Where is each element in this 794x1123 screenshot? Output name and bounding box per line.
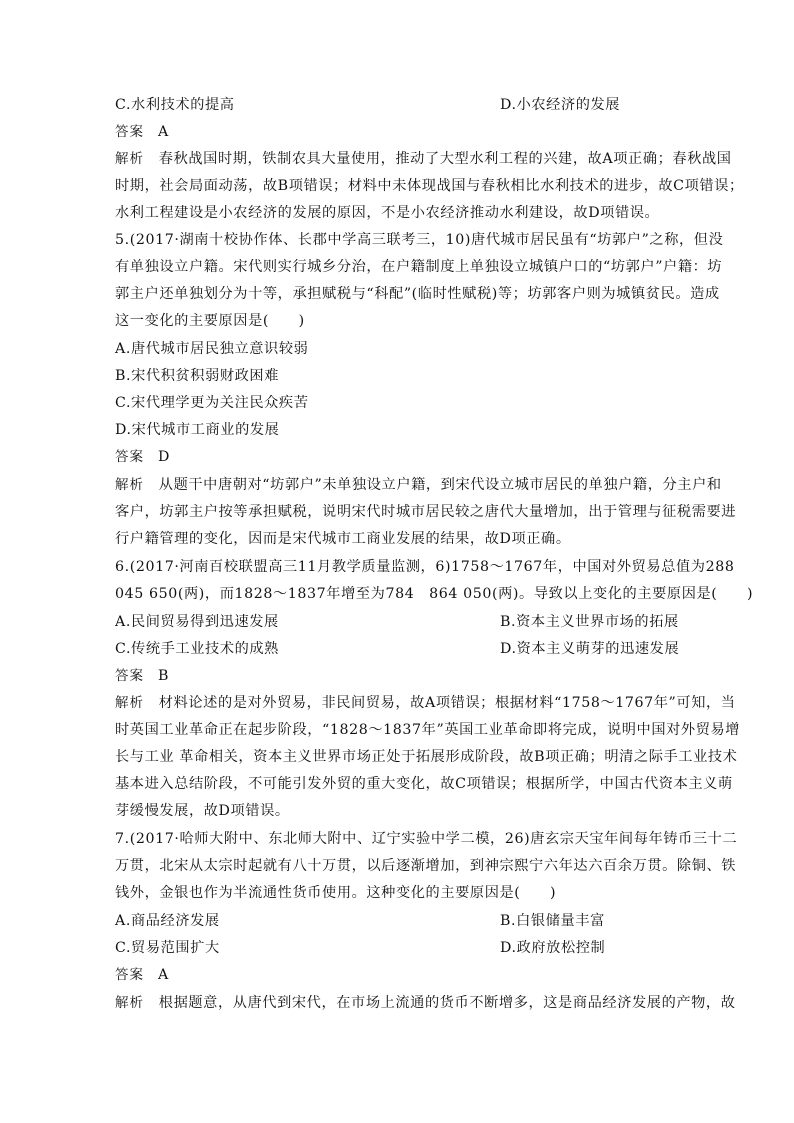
option-d: D.资本主义萌芽的迅速发展 <box>500 641 680 657</box>
analysis-line <box>115 475 722 495</box>
answer-line <box>115 447 705 467</box>
option-row <box>115 938 705 958</box>
analysis-text: 时期，社会局面动荡，故B项错误；材料中未体现战国与春秋相比水利技术的进步，故C项错误； <box>115 178 744 194</box>
option-a: A.民间贸易得到迅速发展 <box>115 614 279 630</box>
analysis-text: 基本进入总结阶段，不可能引发外贸的重大变化，故C项错误；根据所学，中国古代资本主义萌 <box>115 776 733 792</box>
answer-label: 答案 <box>115 668 144 684</box>
analysis-text: 长与工业 革命相关，资本主义世界市场正处于拓展形成阶段，故B项正确；明清之际手工业技术 <box>115 749 738 765</box>
option-row <box>115 911 705 931</box>
analysis-text: 春秋战国时期，铁制农具大量使用，推动了大型水利工程的兴建，故A项正确；春秋战国 <box>158 151 732 167</box>
question-text: 万贯，北宋从太宗时起就有八十万贯，以后逐渐增加，到神宗熙宁六年达六百余万贯。除铜、铁 <box>115 858 737 874</box>
analysis-text: 芽缓慢发展，故D项错误。 <box>115 803 290 819</box>
option-d: D.宋代城市工商业的发展 <box>115 422 280 438</box>
analysis-text: 客户，坊郭主户按等承担赋税，说明宋代时城市居民较之唐代大量增加，出于管理与征税需要进 <box>115 504 737 520</box>
analysis-label: 解析 <box>115 477 144 493</box>
question-5-stem: 5.(2017·湖南十校协作体、长郡中学高三联考三，10)唐代城市居民虽有“坊郭户”之称，但没 <box>115 232 724 248</box>
option-a: A.唐代城市居民独立意识较弱 <box>115 341 309 357</box>
option-c: C.传统手工业技术的成熟 <box>115 641 279 657</box>
answer-value: A <box>158 124 169 140</box>
analysis-line <box>115 693 736 713</box>
answer-value: B <box>158 668 170 684</box>
analysis-text: 行户籍管理的变化，因而是宋代城市工商业发展的结果，故D项正确。 <box>115 531 571 547</box>
answer-value: D <box>158 449 170 465</box>
question-6-stem: 6.(2017·河南百校联盟高三11月教学质量监测，6)1758～1767年，中国对外贸易总值为288 <box>115 559 735 575</box>
option-a: A.商品经济发展 <box>115 913 220 929</box>
analysis-line <box>115 149 732 169</box>
option-d: D.小农经济的发展 <box>500 97 621 113</box>
option-row <box>115 639 705 659</box>
answer-label: 答案 <box>115 967 144 983</box>
question-7-stem: 7.(2017·哈师大附中、东北师大附中、辽宁实验中学二模，26)唐玄宗天宝年间每年铸币三十二 <box>115 831 738 847</box>
option-row <box>115 612 705 632</box>
question-text: 郭主户还单独划分为十等，承担赋税与“科配”(临时性赋税)等；坊郭客户则为城镇贫民。造成 <box>115 286 720 302</box>
analysis-text: 水利工程建设是小农经济的发展的原因，不是小农经济推动水利建设，故D项错误。 <box>115 205 660 221</box>
option-c: C.贸易范围扩大 <box>115 940 220 956</box>
question-text: 这一变化的主要原因是( ) <box>115 313 305 329</box>
option-row <box>115 95 705 115</box>
answer-label: 答案 <box>115 124 144 140</box>
analysis-text: 材料论述的是对外贸易，非民间贸易，故A项错误；根据材料“1758～1767年”可知，当 <box>158 695 736 711</box>
answer-label: 答案 <box>115 449 144 465</box>
option-c: C.宋代理学更为关注民众疾苦 <box>115 395 309 411</box>
answer-line <box>115 965 705 985</box>
analysis-line <box>115 993 736 1013</box>
option-b: B.白银储量丰富 <box>500 913 605 929</box>
analysis-label: 解析 <box>115 151 144 167</box>
analysis-label: 解析 <box>115 995 144 1011</box>
answer-line <box>115 122 705 142</box>
option-b: B.宋代积贫积弱财政困难 <box>115 368 280 384</box>
question-text: 045 650(两)，而1828～1837年增至为784 864 050(两)。导致以上变化的主要原因是( ) <box>115 586 754 602</box>
option-c: C.水利技术的提高 <box>115 97 235 113</box>
analysis-label: 解析 <box>115 695 144 711</box>
analysis-text: 根据题意，从唐代到宋代，在市场上流通的货币不断增多，这是商品经济发展的产物，故 <box>158 995 736 1011</box>
answer-value: A <box>158 967 169 983</box>
option-d: D.政府放松控制 <box>500 940 606 956</box>
question-text: 钱外，金银也作为半流通性货币使用。这种变化的主要原因是( ) <box>115 885 557 901</box>
answer-line <box>115 666 705 686</box>
analysis-text: 从题干中唐朝对“坊郭户”未单独设立户籍，到宋代设立城市居民的单独户籍，分主户和 <box>158 477 722 493</box>
question-text: 有单独设立户籍。宋代则实行城乡分治，在户籍制度上单独设立城镇户口的“坊郭户”户籍：坊 <box>115 259 723 275</box>
option-b: B.资本主义世界市场的拓展 <box>500 614 679 630</box>
analysis-text: 时英国工业革命正在起步阶段，“1828～1837年”英国工业革命即将完成，说明中国对外贸易增 <box>115 722 741 738</box>
